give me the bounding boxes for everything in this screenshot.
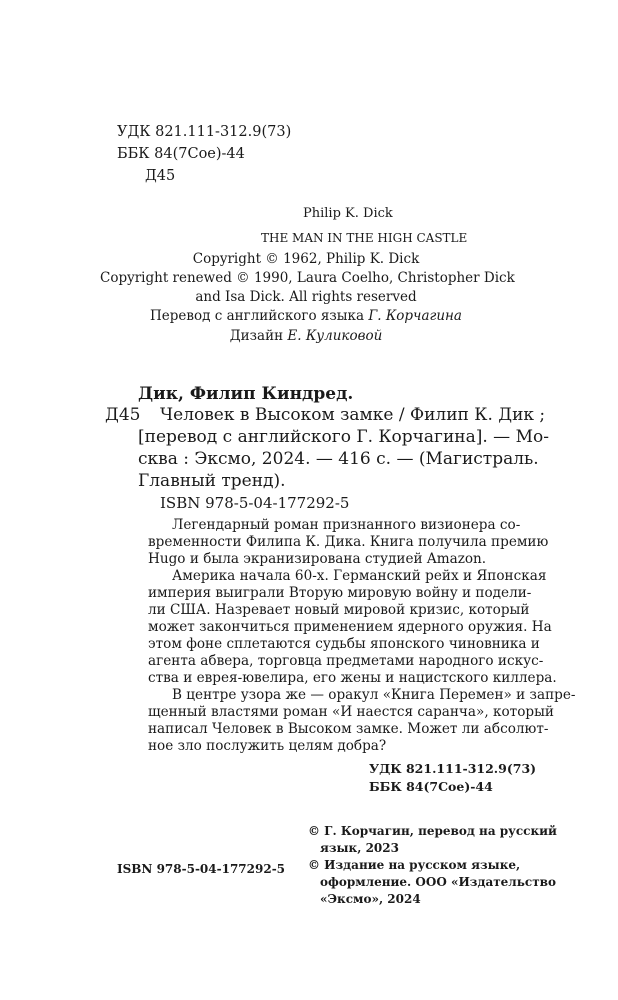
annotation-line: В центре узора же — оракул «Книга Перемен» и запре- (172, 687, 576, 703)
annotation-line: ли США. Назревает новый мировой кризис, который (148, 602, 530, 618)
bib-isbn: ISBN 978-5-04-177292-5 (160, 494, 350, 512)
annotation-line: Hugo и была экранизирована студией Amazon. (148, 551, 487, 567)
translation-credit (100, 307, 512, 326)
copyright-line-2: Copyright renewed © 1990, Laura Coelho, Christopher Dick (100, 270, 515, 286)
annotation-line: щенный властями роман «И наестся саранча», который (148, 704, 554, 720)
annotation-line: этом фоне сплетаются судьбы японского чиновника и (148, 636, 540, 652)
annotation-line: временности Филипа К. Дика. Книга получила премию (148, 534, 549, 550)
footer-copyright-2-line-1: © Издание на русском языке, (308, 858, 521, 872)
translation-label: Перевод с английского языка (150, 308, 365, 324)
original-title: THE MAN IN THE HIGH CASTLE (261, 231, 468, 245)
annotation-line: агента абвера, торговца предметами народного искус- (148, 653, 544, 669)
header-bbk: ББК 84(7Сое)-44 (117, 146, 245, 162)
design-label: Дизайн (229, 328, 284, 344)
annotation-line: империя выиграли Вторую мировую войну и подели- (148, 585, 532, 601)
bib-mark: Д45 (105, 405, 141, 425)
classification-bbk: ББК 84(7Сое)-44 (369, 779, 493, 794)
footer-copyright-1-line-2: язык, 2023 (320, 841, 399, 855)
footer-copyright-1-line-1: © Г. Корчагин, перевод на русский (308, 824, 557, 838)
design-credit (100, 327, 512, 346)
annotation-line: ства и еврея-ювелира, его жены и нацистского киллера. (148, 670, 557, 686)
designer-name: Е. Куликовой (287, 328, 383, 344)
annotation-line: Америка начала 60-х. Германский рейх и Японская (172, 568, 547, 584)
annotation-line: Легендарный роман признанного визионера со- (172, 517, 521, 533)
bib-line-3: сква : Эксмо, 2024. — 416 с. — (Магистраль. (138, 449, 539, 469)
bib-line-1: Человек в Высоком замке / Филип К. Дик ; (160, 405, 546, 425)
bib-heading: Дик, Филип Киндред. (138, 384, 354, 404)
header-author-mark: Д45 (145, 168, 176, 184)
annotation-line: написал Человек в Высоком замке. Может ли абсолют- (148, 721, 549, 737)
bib-line-2: [перевод с английского Г. Корчагина]. — Мо- (138, 427, 549, 447)
classification-udk: УДК 821.111-312.9(73) (369, 761, 537, 776)
footer-copyright-2-line-2: оформление. ООО «Издательство (320, 875, 556, 889)
annotation-line: ное зло послужить целям добра? (148, 738, 387, 754)
original-author: Philip K. Dick (303, 206, 393, 221)
copyright-line-3: and Isa Dick. All rights reserved (195, 289, 417, 305)
annotation (148, 517, 576, 755)
footer-isbn: ISBN 978-5-04-177292-5 (117, 862, 286, 876)
translator-name: Г. Корчагина (368, 308, 462, 324)
footer-copyright-2-line-3: «Эксмо», 2024 (320, 892, 421, 906)
copyright-line-1: Copyright © 1962, Philip K. Dick (192, 251, 420, 267)
annotation-line: может закончиться применением ядерного оружия. На (148, 619, 552, 635)
header-udk: УДК 821.111-312.9(73) (117, 124, 292, 140)
bib-line-4: Главный тренд). (138, 471, 286, 491)
